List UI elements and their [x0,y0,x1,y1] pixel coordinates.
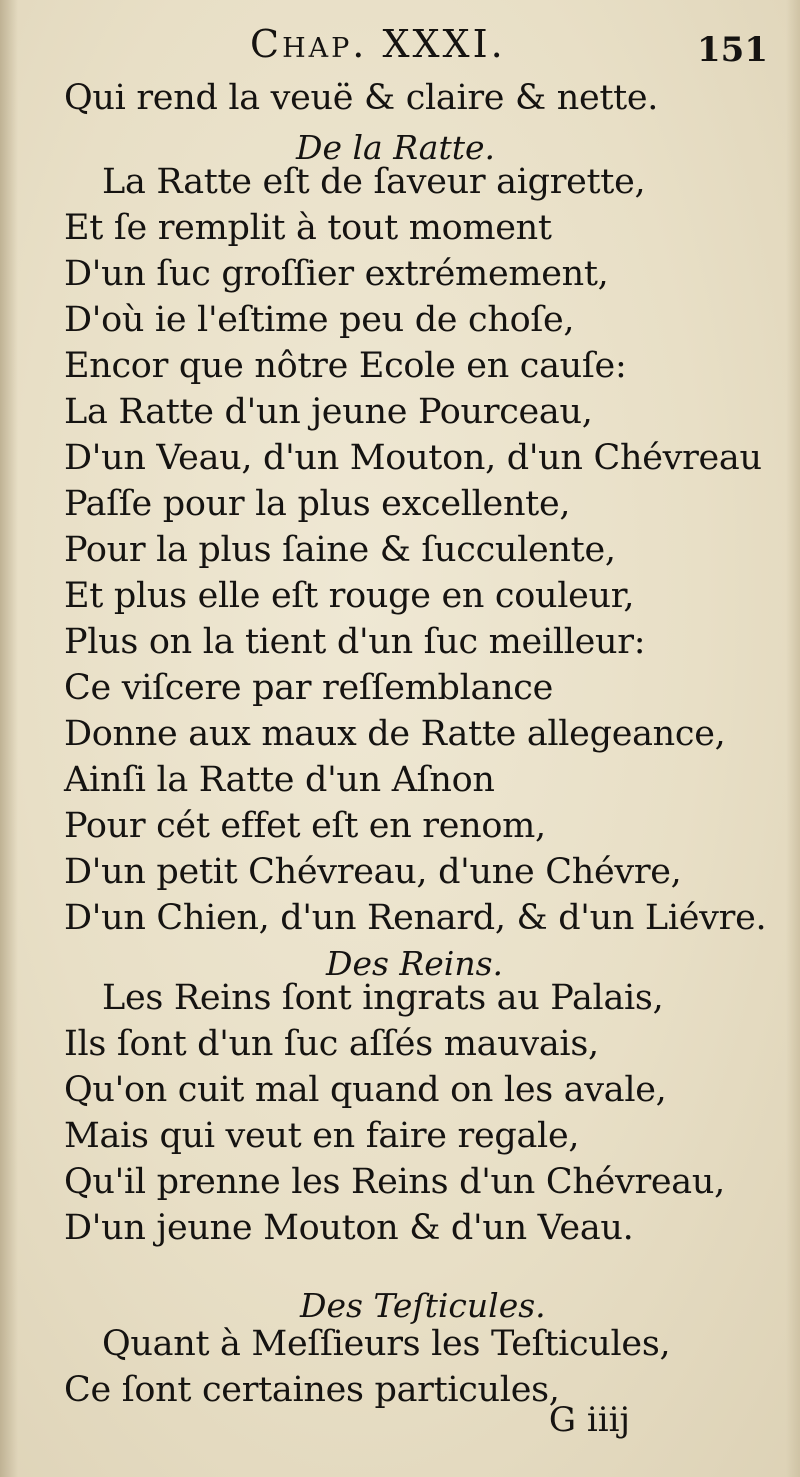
section-title-ratte: De la Ratte. [296,128,496,167]
verse-line: D'un ſuc groſſier extrémement, [64,254,609,294]
verse-line: La Ratte eſt de ſaveur aigrette, [102,162,646,202]
verse-line: Les Reins ſont ingrats au Palais, [102,978,664,1018]
section-title-reins: Des Reins. [326,944,504,983]
verse-line: Quant à Meſſieurs les Teſticules, [102,1324,671,1364]
verse-line: Et ſe remplit à tout moment [64,208,552,248]
verse-line: Plus on la tient d'un ſuc meilleur: [64,622,646,662]
verse-line: Ils ſont d'un ſuc aſſés mauvais, [64,1024,599,1064]
verse-line: Qui rend la veuë & claire & nette. [64,78,659,118]
verse-line: Ce viſcere par reſſemblance [64,668,554,708]
verse-line: D'un Chien, d'un Renard, & d'un Liévre. [64,898,767,938]
verse-line: La Ratte d'un jeune Pourceau, [64,392,593,432]
verse-line: Ainſi la Ratte d'un Aſnon [64,760,495,800]
verse-line: Ce ſont certaines particules, [64,1370,560,1410]
verse-line: D'un jeune Mouton & d'un Veau. [64,1208,634,1248]
page-number: 151 [697,30,768,70]
verse-line: Qu'on cuit mal quand on les avale, [64,1070,667,1110]
verse-line: Paſſe pour la plus excellente, [64,484,571,524]
verse-line: Pour cét effet eſt en renom, [64,806,546,846]
verse-line: Pour la plus ſaine & ſucculente, [64,530,616,570]
signature-mark: G iiij [548,1400,630,1440]
section-title-testicules: Des Teſticules. [300,1286,546,1325]
verse-line: Encor que nôtre Ecole en cauſe: [64,346,627,386]
verse-line: Donne aux maux de Ratte allegeance, [64,714,726,754]
verse-line: Qu'il prenne les Reins d'un Chévreau, [64,1162,725,1202]
verse-line: D'où ie l'eſtime peu de choſe, [64,300,575,340]
verse-line: D'un Veau, d'un Mouton, d'un Chévreau [64,438,762,478]
verse-line: D'un petit Chévreau, d'une Chévre, [64,852,682,892]
verse-line: Mais qui veut en faire regale, [64,1116,580,1156]
verse-line: Et plus elle eſt rouge en couleur, [64,576,635,616]
running-head: Chap. XXXI. [250,22,506,66]
